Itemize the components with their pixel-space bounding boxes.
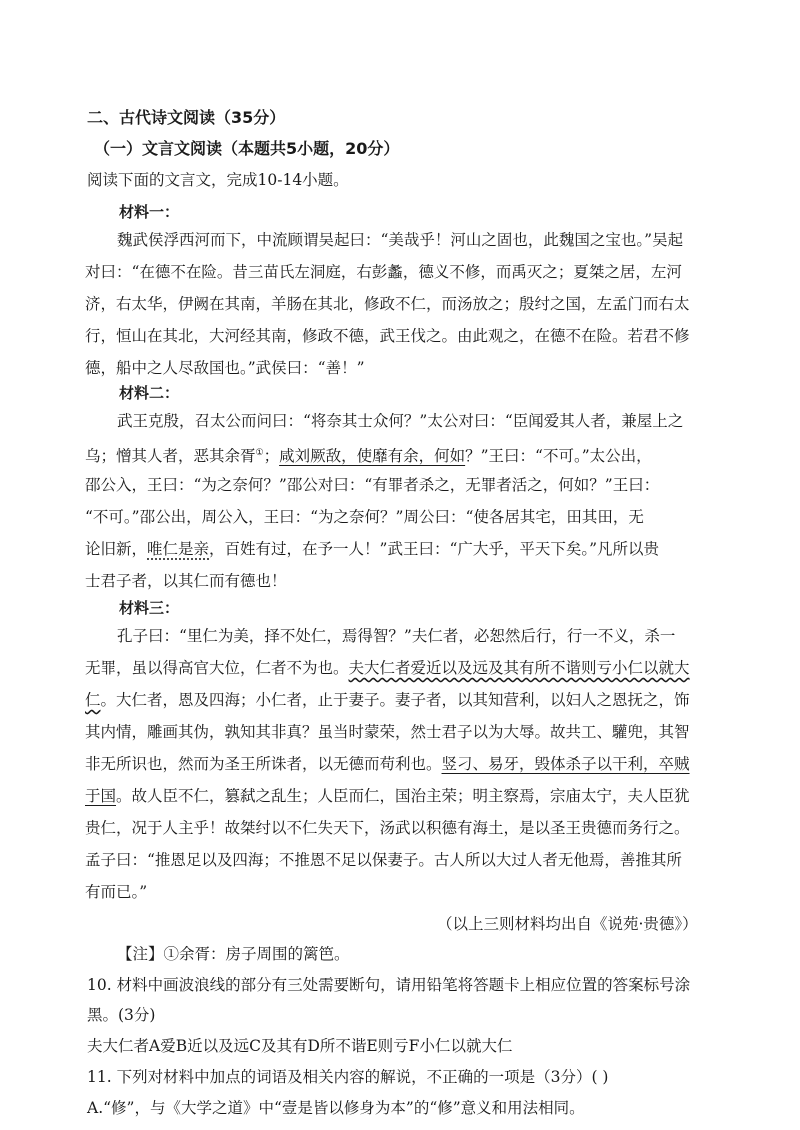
material3-line: 孟子曰：“推恩足以及四海；不推恩不足以保妻子。古人所以大过人者无他焉，善推其所 [85, 851, 682, 869]
wavy-passage: 仁 [85, 691, 101, 709]
question-10-stem: 10. 材料中画波浪线的部分有三处需要断句，请用铅笔将答题卡上相应位置的答案标号涂 [87, 976, 691, 994]
material3-line: 贵仁，况于人主乎！故桀纣以不仁失天下，汤武以积德有海土，是以圣王贵德而务行之。 [85, 819, 690, 837]
material2-line: 乌；憎其人者，恶其余胥①；咸刘厥敌，使靡有余，何如？”王曰：“不可。”太公出， [85, 447, 652, 466]
material1-line: 德，船中之人尽敌国也。”武侯曰：“善！” [85, 359, 365, 377]
material2-label: 材料二： [119, 384, 180, 402]
question-11-option-a: A.“修”，与《大学之道》中“壹是皆以修身为本”的“修”意义和用法相同。 [87, 1099, 585, 1117]
question-10-stem: 黑。(3分) [87, 1006, 156, 1024]
underlined-passage: 竖刁、易牙，毁体杀子以干利，卒贼 [441, 755, 690, 773]
material3-line: 有而已。” [85, 883, 148, 901]
wavy-passage: 夫大仁者爱近以及远及其有所不谐则亏小仁以就大 [348, 659, 690, 677]
material2-line: 邵公入，王曰：“为之奈何？”邵公对曰：“有罪者杀之，无罪者活之，何如？”王曰： [85, 476, 660, 494]
material2-line: “不可。”邵公出，周公入，王曰：“为之奈何？”周公曰：“使各居其宅，田其田，无 [85, 508, 644, 526]
instruction-text: 阅读下面的文言文，完成10-14小题。 [87, 171, 349, 189]
underlined-passage: 于国 [85, 787, 117, 805]
material1-label: 材料一： [119, 203, 180, 221]
question-11-stem: 11. 下列对材料中加点的词语及相关内容的解说，不正确的一项是（3分）( ) [87, 1068, 609, 1086]
material1-line: 行，恒山在其北，大河经其南，修政不德，武王伐之。由此观之，在德不在险。若君不修 [85, 327, 690, 345]
material3-line: 仁。大仁者，恩及四海；小仁者，止于妻子。妻子者，以其知营利，以妇人之恩抚之，饰 [85, 691, 690, 709]
source-citation: （以上三则材料均出自《说苑·贵德》） [437, 915, 698, 933]
material3-line: 非无所识也，然而为圣王所诛者，以无德而苟利也。竖刁、易牙，毁体杀子以干利，卒贼 [85, 755, 690, 773]
material1-line: 济，右太华，伊阙在其南，羊肠在其北，修政不仁，而汤放之；殷纣之国，左孟门而右太 [85, 295, 690, 313]
material3-label: 材料三： [119, 599, 180, 617]
dotted-phrase: 唯仁是亲 [147, 540, 210, 558]
material3-line: 其内情，雕画其伪，孰知其非真？虽当时蒙荣，然士君子以为大辱。故共工、驩兜，其智 [85, 723, 690, 741]
question-10-options: 夫大仁者A爱B近以及远C及其有D所不谐E则亏F小仁以就大仁 [87, 1037, 513, 1055]
material2-line: 武王克殷，召太公而问曰：“将奈其士众何？”太公对曰：“臣闻爱其人者，兼屋上之 [117, 412, 684, 430]
material3-line: 孔子曰：“里仁为美，择不处仁，焉得智？”夫仁者，必恕然后行，行一不义，杀一 [117, 627, 676, 645]
material1-line: 魏武侯浮西河而下，中流顾谓吴起曰：“美哉乎！河山之固也，此魏国之宝也。”吴起 [117, 231, 684, 249]
material2-line: 论旧新，唯仁是亲，百姓有过，在予一人！”武王曰：“广大乎，平天下矣。”凡所以贵 [85, 540, 660, 558]
material3-line: 于国。故人臣不仁，篡弑之乱生；人臣而仁，国治主荣；明主察焉，宗庙太宁，夫人臣犹 [85, 787, 690, 805]
underlined-passage: 咸刘厥敌，使靡有余，何如 [279, 447, 466, 466]
subsection-title: （一）文言文阅读（本题共5小题，20分） [94, 139, 400, 158]
material3-line: 无罪，虽以得高官大位，仁者不为也。夫大仁者爱近以及远及其有所不谐则亏小仁以就大 [85, 659, 690, 677]
footnote: 【注】①余胥：房子周围的篱笆。 [117, 945, 350, 963]
footnote-marker: ① [255, 448, 264, 458]
material2-line: 士君子者，以其仁而有德也！ [85, 572, 287, 590]
section-title: 二、古代诗文阅读（35分） [87, 108, 286, 127]
material1-line: 对曰：“在德不在险。昔三苗氏左洞庭，右彭蠡，德义不修，而禹灭之；夏桀之居，左河 [85, 263, 682, 281]
